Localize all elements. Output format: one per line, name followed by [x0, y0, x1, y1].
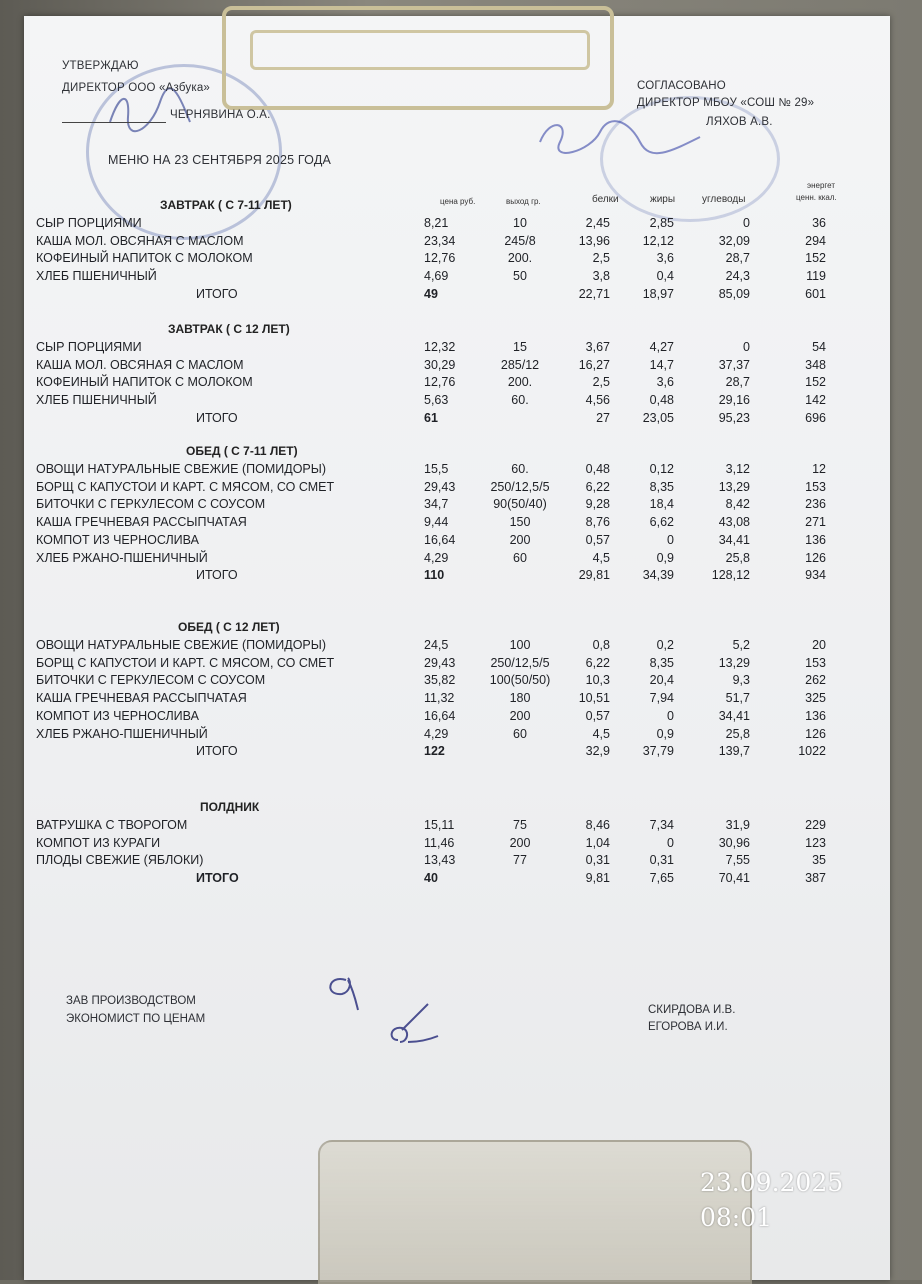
menu-cell-price: 9,44 [424, 515, 449, 530]
menu-cell-fats: 20,4 [649, 673, 674, 688]
menu-cell-price: 29,43 [424, 479, 456, 494]
total-cell-fats: 18,97 [642, 286, 674, 301]
total-cell-energy: 696 [805, 410, 826, 425]
menu-cell-proteins: 2,5 [592, 251, 610, 266]
menu-cell-proteins: 3,8 [592, 269, 610, 284]
menu-cell-energy: 20 [812, 638, 826, 652]
menu-row [0, 836, 866, 854]
menu-cell-output: 245/8 [504, 233, 536, 248]
menu-cell-price: 16,64 [424, 532, 456, 547]
menu-cell-output: 100(50/50) [489, 673, 551, 688]
menu-cell-proteins: 1,04 [585, 835, 610, 850]
menu-cell-price: 23,34 [424, 233, 456, 248]
menu-cell-fats: 3,6 [656, 375, 674, 390]
menu-cell-output: 180 [509, 691, 531, 706]
section-title: ЗАВТРАК ( С 12 ЛЕТ) [168, 322, 290, 336]
menu-cell-price: 4,29 [424, 550, 449, 565]
menu-cell-price: 5,63 [424, 393, 449, 408]
menu-cell-name: ВАТРУШКА С ТВОРОГОМ [36, 818, 188, 832]
menu-cell-proteins: 0,31 [585, 853, 610, 868]
menu-cell-name: ПЛОДЫ СВЕЖИЕ (ЯБЛОКИ) [36, 853, 204, 868]
footer-name-economist: ЕГОРОВА И.И. [648, 1021, 728, 1033]
menu-cell-output: 60 [513, 550, 527, 565]
menu-cell-proteins: 0,57 [585, 532, 610, 547]
menu-cell-carbs: 32,09 [718, 233, 750, 248]
menu-cell-fats: 0,2 [656, 638, 674, 652]
photo-time: 08:01 [700, 1203, 773, 1232]
menu-cell-energy: 123 [805, 835, 826, 850]
menu-cell-price: 29,43 [424, 655, 456, 670]
menu-cell-output: 285/12 [500, 357, 540, 372]
menu-row [0, 673, 866, 691]
signature-line [62, 122, 166, 123]
menu-cell-output: 15 [513, 340, 527, 354]
menu-cell-price: 15,5 [424, 462, 449, 476]
menu-cell-energy: 236 [805, 497, 826, 512]
menu-row [0, 340, 866, 358]
agree-name: ЛЯХОВ А.В. [706, 116, 773, 128]
menu-cell-proteins: 10,51 [578, 691, 610, 706]
menu-cell-name: КОФЕИНЫЙ НАПИТОК С МОЛОКОМ [36, 375, 253, 390]
total-cell-carbs: 95,23 [718, 410, 750, 425]
menu-total-row [0, 568, 866, 586]
menu-row [0, 480, 866, 498]
menu-cell-price: 12,76 [424, 375, 456, 390]
menu-row [0, 251, 866, 269]
menu-cell-carbs: 51,7 [725, 691, 750, 706]
menu-row [0, 818, 866, 836]
menu-cell-energy: 54 [812, 340, 826, 354]
menu-cell-name: ХЛЕБ ПШЕНИЧНЫЙ [36, 393, 157, 408]
total-cell-label: ИТОГО [196, 410, 238, 425]
menu-cell-carbs: 29,16 [718, 393, 750, 408]
menu-cell-price: 34,7 [424, 497, 449, 512]
menu-cell-energy: 153 [805, 479, 826, 494]
clipboard-bottom-holder [318, 1140, 752, 1284]
menu-cell-output: 150 [509, 515, 531, 530]
column-price: цена руб. [440, 197, 476, 206]
menu-cell-fats: 0 [667, 708, 674, 723]
menu-cell-carbs: 24,3 [725, 269, 750, 284]
menu-cell-name: СЫР ПОРЦИЯМИ [36, 216, 142, 230]
total-cell-label: ИТОГО [196, 871, 239, 886]
menu-cell-output: 60. [511, 462, 529, 476]
menu-cell-output: 200 [509, 708, 531, 723]
approve-position: ДИРЕКТОР ООО «Азбука» [62, 82, 211, 94]
menu-cell-carbs: 37,37 [718, 357, 750, 372]
section-title: ПОЛДНИК [200, 800, 260, 814]
total-cell-price: 49 [424, 286, 438, 301]
menu-cell-fats: 14,7 [649, 357, 674, 372]
menu-cell-name: ОВОЩИ НАТУРАЛЬНЫЕ СВЕЖИЕ (ПОМИДОРЫ) [36, 638, 326, 652]
menu-cell-proteins: 4,5 [592, 550, 610, 565]
menu-cell-fats: 7,94 [649, 691, 674, 706]
menu-cell-energy: 136 [805, 532, 826, 547]
menu-title: МЕНЮ НА 23 СЕНТЯБРЯ 2025 ГОДА [108, 153, 332, 167]
menu-cell-energy: 35 [812, 853, 826, 868]
menu-cell-name: КОМПОТ ИЗ ЧЕРНОСЛИВА [36, 532, 199, 547]
menu-row [0, 234, 866, 252]
total-cell-price: 110 [424, 568, 445, 583]
total-cell-proteins: 29,81 [578, 568, 610, 583]
column-carbs: углеводы [702, 194, 746, 205]
menu-cell-output: 200 [509, 835, 531, 850]
menu-cell-price: 12,76 [424, 251, 456, 266]
total-cell-price: 40 [424, 871, 438, 886]
menu-cell-output: 50 [513, 269, 527, 284]
menu-cell-energy: 348 [805, 357, 826, 372]
menu-cell-name: КАША ГРЕЧНЕВАЯ РАССЫПЧАТАЯ [36, 515, 247, 530]
photo-date: 23.09.2025 [700, 1168, 844, 1197]
agree-position: ДИРЕКТОР МБОУ «СОШ № 29» [637, 97, 815, 109]
menu-cell-proteins: 6,22 [585, 655, 610, 670]
menu-cell-energy: 36 [812, 216, 826, 230]
menu-total-row [0, 744, 866, 762]
menu-cell-energy: 12 [812, 462, 826, 476]
menu-cell-energy: 271 [805, 515, 826, 530]
menu-cell-price: 24,5 [424, 638, 449, 652]
menu-cell-energy: 153 [805, 655, 826, 670]
menu-row [0, 709, 866, 727]
menu-cell-carbs: 0 [743, 216, 750, 230]
total-cell-label: ИТОГО [196, 744, 238, 759]
menu-cell-energy: 294 [805, 233, 826, 248]
menu-cell-name: КОМПОТ ИЗ КУРАГИ [36, 835, 161, 850]
menu-row [0, 691, 866, 709]
menu-cell-name: КАША ГРЕЧНЕВАЯ РАССЫПЧАТАЯ [36, 691, 247, 706]
menu-cell-proteins: 0,48 [585, 462, 610, 476]
menu-row [0, 375, 866, 393]
menu-cell-fats: 0,4 [656, 269, 674, 284]
menu-cell-energy: 119 [806, 269, 826, 284]
total-cell-fats: 23,05 [642, 410, 674, 425]
menu-cell-name: КАША МОЛ. ОВСЯНАЯ С МАСЛОМ [36, 357, 244, 372]
menu-row [0, 269, 866, 287]
menu-cell-carbs: 25,8 [725, 550, 750, 565]
total-cell-energy: 1022 [798, 744, 826, 759]
menu-cell-proteins: 10,3 [585, 673, 610, 688]
menu-cell-price: 30,29 [424, 357, 456, 372]
footer-role-economist: ЭКОНОМИСТ ПО ЦЕНАМ [66, 1013, 206, 1025]
menu-cell-price: 12,32 [424, 340, 456, 354]
menu-cell-energy: 262 [805, 673, 826, 688]
menu-cell-name: КОМПОТ ИЗ ЧЕРНОСЛИВА [36, 708, 199, 723]
menu-cell-energy: 136 [805, 708, 826, 723]
menu-cell-fats: 4,27 [649, 340, 674, 354]
menu-cell-price: 11,32 [424, 691, 455, 706]
menu-cell-output: 90(50/40) [493, 497, 547, 512]
menu-row [0, 551, 866, 569]
menu-cell-output: 60 [513, 726, 527, 741]
menu-cell-proteins: 3,67 [585, 340, 610, 354]
menu-cell-carbs: 25,8 [725, 726, 750, 741]
menu-row [0, 216, 866, 234]
total-cell-proteins: 27 [596, 410, 610, 425]
section-title: ОБЕД ( С 12 ЛЕТ) [178, 620, 280, 634]
total-cell-fats: 37,79 [642, 744, 674, 759]
menu-cell-fats: 8,35 [649, 655, 674, 670]
menu-cell-fats: 0,31 [649, 853, 674, 868]
agree-title: СОГЛАСОВАНО [637, 80, 726, 92]
total-cell-proteins: 9,81 [585, 871, 610, 886]
menu-total-row [0, 411, 866, 429]
menu-cell-energy: 142 [805, 393, 826, 408]
menu-cell-proteins: 2,45 [585, 216, 610, 230]
footer-role-production: ЗАВ ПРОИЗВОДСТВОМ [66, 995, 196, 1007]
total-cell-energy: 934 [805, 568, 826, 583]
total-cell-label: ИТОГО [196, 568, 238, 583]
menu-cell-proteins: 13,96 [578, 233, 610, 248]
menu-cell-carbs: 28,7 [725, 375, 750, 390]
section-title: ЗАВТРАК ( С 7-11 ЛЕТ) [160, 198, 292, 212]
menu-cell-price: 16,64 [424, 708, 456, 723]
total-cell-carbs: 128,12 [711, 568, 750, 583]
total-cell-carbs: 85,09 [718, 286, 750, 301]
menu-cell-output: 60. [511, 393, 529, 408]
school-director-signature [530, 112, 710, 172]
menu-cell-name: БОРЩ С КАПУСТОИ И КАРТ. С МЯСОМ, СО СМЕТ [36, 479, 335, 494]
approve-title: УТВЕРЖДАЮ [62, 60, 139, 72]
menu-cell-energy: 325 [805, 691, 826, 706]
total-cell-fats: 7,65 [649, 871, 674, 886]
menu-cell-output: 10 [513, 216, 527, 230]
menu-row [0, 638, 866, 656]
menu-cell-energy: 126 [805, 550, 826, 565]
menu-cell-carbs: 43,08 [718, 515, 750, 530]
menu-cell-carbs: 34,41 [718, 708, 750, 723]
menu-cell-proteins: 0,57 [585, 708, 610, 723]
total-cell-fats: 34,39 [642, 568, 674, 583]
menu-cell-output: 200 [509, 532, 531, 547]
menu-cell-carbs: 0 [743, 340, 750, 354]
menu-cell-price: 11,46 [424, 835, 455, 850]
menu-cell-carbs: 13,29 [718, 479, 750, 494]
menu-cell-carbs: 31,9 [725, 818, 750, 832]
menu-cell-carbs: 34,41 [718, 532, 750, 547]
menu-cell-proteins: 8,76 [585, 515, 610, 530]
column-energy-line2: ценн. ккал. [796, 193, 837, 202]
menu-cell-proteins: 2,5 [592, 375, 610, 390]
menu-cell-fats: 0,9 [656, 726, 674, 741]
menu-cell-output: 75 [513, 818, 527, 832]
menu-row [0, 462, 866, 480]
total-cell-label: ИТОГО [196, 286, 238, 301]
menu-row [0, 656, 866, 674]
production-signature [318, 966, 378, 1016]
menu-cell-fats: 0,9 [656, 550, 674, 565]
menu-cell-output: 250/12,5/5 [490, 479, 550, 494]
menu-row [0, 533, 866, 551]
menu-cell-name: БИТОЧКИ С ГЕРКУЛЕСОМ С СОУСОМ [36, 497, 266, 512]
menu-cell-carbs: 7,55 [725, 853, 750, 868]
menu-cell-fats: 6,62 [649, 515, 674, 530]
menu-cell-fats: 0 [667, 532, 674, 547]
menu-cell-fats: 2,85 [649, 216, 674, 230]
menu-cell-name: КАША МОЛ. ОВСЯНАЯ С МАСЛОМ [36, 233, 244, 248]
total-cell-energy: 387 [805, 871, 826, 886]
menu-cell-fats: 3,6 [656, 251, 674, 266]
menu-total-row [0, 871, 866, 889]
menu-cell-name: ХЛЕБ РЖАНО-ПШЕНИЧНЫЙ [36, 550, 208, 565]
menu-cell-fats: 0,12 [649, 462, 674, 476]
menu-cell-price: 8,21 [424, 216, 449, 230]
column-output: выход гр. [506, 197, 541, 206]
approve-name: ЧЕРНЯВИНА О.А. [170, 109, 271, 121]
menu-cell-name: КОФЕИНЫЙ НАПИТОК С МОЛОКОМ [36, 251, 253, 266]
menu-cell-name: ХЛЕБ ПШЕНИЧНЫЙ [36, 269, 157, 284]
menu-cell-fats: 7,34 [649, 818, 674, 832]
menu-cell-energy: 152 [805, 375, 826, 390]
menu-cell-carbs: 28,7 [725, 251, 750, 266]
menu-cell-price: 13,43 [424, 853, 456, 868]
menu-cell-carbs: 30,96 [718, 835, 750, 850]
menu-cell-energy: 229 [805, 818, 826, 832]
menu-cell-output: 77 [513, 853, 527, 868]
menu-cell-proteins: 0,8 [592, 638, 610, 652]
menu-cell-proteins: 9,28 [585, 497, 610, 512]
total-cell-proteins: 22,71 [578, 286, 610, 301]
menu-cell-output: 100 [509, 638, 531, 652]
total-cell-price: 61 [424, 410, 438, 425]
total-cell-proteins: 32,9 [585, 744, 610, 759]
menu-cell-output: 200. [507, 375, 533, 390]
menu-cell-carbs: 9,3 [732, 673, 750, 688]
menu-cell-price: 35,82 [424, 673, 456, 688]
menu-row [0, 515, 866, 533]
menu-cell-name: ОВОЩИ НАТУРАЛЬНЫЕ СВЕЖИЕ (ПОМИДОРЫ) [36, 462, 326, 476]
menu-cell-output: 200. [507, 251, 533, 266]
menu-cell-proteins: 4,56 [585, 393, 610, 408]
total-cell-carbs: 139,7 [718, 744, 750, 759]
menu-cell-fats: 0 [667, 835, 674, 850]
menu-cell-name: БИТОЧКИ С ГЕРКУЛЕСОМ С СОУСОМ [36, 673, 266, 688]
menu-row [0, 853, 866, 871]
menu-cell-name: ХЛЕБ РЖАНО-ПШЕНИЧНЫЙ [36, 726, 208, 741]
menu-cell-price: 4,29 [424, 726, 449, 741]
menu-cell-price: 4,69 [424, 269, 449, 284]
total-cell-price: 122 [424, 744, 445, 759]
column-proteins: белки [592, 194, 619, 205]
footer-name-production: СКИРДОВА И.В. [648, 1004, 736, 1016]
total-cell-carbs: 70,41 [718, 871, 750, 886]
menu-cell-carbs: 13,29 [718, 655, 750, 670]
menu-cell-fats: 0,48 [649, 393, 674, 408]
menu-cell-name: БОРЩ С КАПУСТОИ И КАРТ. С МЯСОМ, СО СМЕТ [36, 655, 335, 670]
economist-signature [378, 1000, 448, 1050]
menu-cell-proteins: 4,5 [592, 726, 610, 741]
menu-total-row [0, 287, 866, 305]
menu-row [0, 393, 866, 411]
menu-row [0, 358, 866, 376]
menu-cell-proteins: 16,27 [578, 357, 610, 372]
column-fats: жиры [650, 194, 676, 205]
menu-cell-output: 250/12,5/5 [490, 655, 550, 670]
section-title: ОБЕД ( С 7-11 ЛЕТ) [186, 444, 298, 458]
column-energy-line1: энергет [807, 181, 835, 190]
menu-cell-fats: 8,35 [649, 479, 674, 494]
menu-cell-price: 15,11 [424, 818, 455, 832]
menu-cell-carbs: 8,42 [725, 497, 750, 512]
menu-cell-name: СЫР ПОРЦИЯМИ [36, 340, 142, 354]
menu-cell-fats: 12,12 [642, 233, 674, 248]
menu-cell-proteins: 6,22 [585, 479, 610, 494]
menu-cell-energy: 152 [805, 251, 826, 266]
menu-cell-proteins: 8,46 [585, 818, 610, 832]
menu-row [0, 727, 866, 745]
menu-cell-carbs: 5,2 [732, 638, 750, 652]
menu-cell-carbs: 3,12 [725, 462, 750, 476]
total-cell-energy: 601 [805, 286, 826, 301]
menu-row [0, 497, 866, 515]
menu-cell-fats: 18,4 [649, 497, 674, 512]
clipboard-clip-inner [250, 30, 590, 70]
menu-cell-energy: 126 [805, 726, 826, 741]
